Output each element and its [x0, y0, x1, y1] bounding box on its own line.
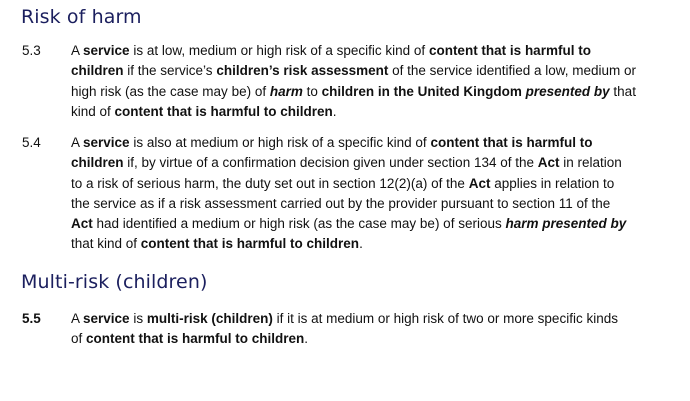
emphasized-term: harm presented by: [505, 216, 627, 232]
section-heading-multi-risk-children: Multi-risk (children): [21, 271, 208, 293]
text-line: [71, 61, 671, 81]
text-run: .: [332, 103, 337, 119]
text-run: A: [71, 135, 84, 150]
emphasized-term: content that is harmful to: [430, 135, 593, 150]
text-line: [71, 133, 671, 153]
text-line: [71, 102, 671, 122]
text-line: [71, 174, 671, 194]
text-line: [71, 82, 671, 102]
clause-number: 5.5: [22, 311, 41, 326]
text-run: A: [71, 43, 84, 58]
text-run: applies in relation to: [490, 175, 615, 191]
emphasized-term: harm: [269, 83, 303, 99]
emphasized-term: Act: [468, 175, 491, 191]
text-line: [71, 214, 671, 234]
text-run: high risk (as the case may be) of: [71, 83, 270, 99]
emphasized-term: service: [83, 43, 130, 58]
text-run: is at low, medium or high risk of a specific kind of: [129, 43, 429, 58]
emphasized-term: content that is harmful to children: [86, 331, 305, 347]
clause-text: [71, 309, 671, 350]
text-run: kind of: [71, 103, 115, 119]
emphasized-term: multi-risk (children): [146, 311, 273, 326]
text-line: [71, 41, 671, 61]
emphasized-term: service: [83, 135, 130, 150]
text-run: that: [609, 83, 636, 99]
text-run: to: [302, 83, 322, 99]
text-run: of: [71, 331, 87, 347]
text-run: .: [359, 236, 363, 252]
clause-number: 5.3: [22, 43, 41, 58]
emphasized-term: Act: [537, 155, 560, 171]
text-run: the service as if a risk assessment carried out by the provider pursuant to section 11 of the: [71, 195, 611, 211]
text-line: [71, 234, 671, 254]
text-run: A: [71, 311, 84, 326]
emphasized-term: children: [71, 63, 124, 79]
text-line: [71, 153, 671, 173]
emphasized-term: children: [71, 155, 124, 171]
emphasized-term: content that is harmful to: [428, 43, 591, 58]
text-run: is also at medium or high risk of a specific kind of: [129, 135, 431, 150]
emphasized-term: children in the United Kingdom: [321, 83, 522, 99]
text-line: [71, 309, 671, 329]
clause-number: 5.4: [22, 135, 41, 150]
section-heading-risk-of-harm: Risk of harm: [21, 6, 142, 28]
text-run: of the service identified a low, medium or: [388, 63, 637, 79]
text-run: in relation: [559, 155, 622, 171]
text-run: if the service’s: [123, 63, 217, 79]
emphasized-term: children’s risk assessment: [216, 63, 389, 79]
clause-text: [71, 133, 671, 255]
text-run: is: [129, 311, 147, 326]
emphasized-term: service: [83, 311, 130, 326]
emphasized-term: Act: [71, 216, 93, 232]
text-run: if, by virtue of a confirmation decision given under section 134 of the: [123, 155, 538, 171]
emphasized-term: content that is harmful to children: [140, 236, 360, 252]
clause-text: [71, 41, 671, 122]
text-run: if it is at medium or high risk of two or more specific kinds: [272, 311, 618, 326]
text-line: [71, 194, 671, 214]
text-line: [71, 329, 671, 349]
emphasized-term: presented by: [525, 83, 610, 99]
text-run: that kind of: [71, 236, 141, 252]
text-run: .: [304, 331, 309, 347]
text-run: had identified a medium or high risk (as the case may be) of serious: [92, 216, 506, 232]
text-run: to a risk of serious harm, the duty set out in section 12(2)(a) of the: [71, 175, 469, 191]
emphasized-term: content that is harmful to children: [114, 103, 333, 119]
